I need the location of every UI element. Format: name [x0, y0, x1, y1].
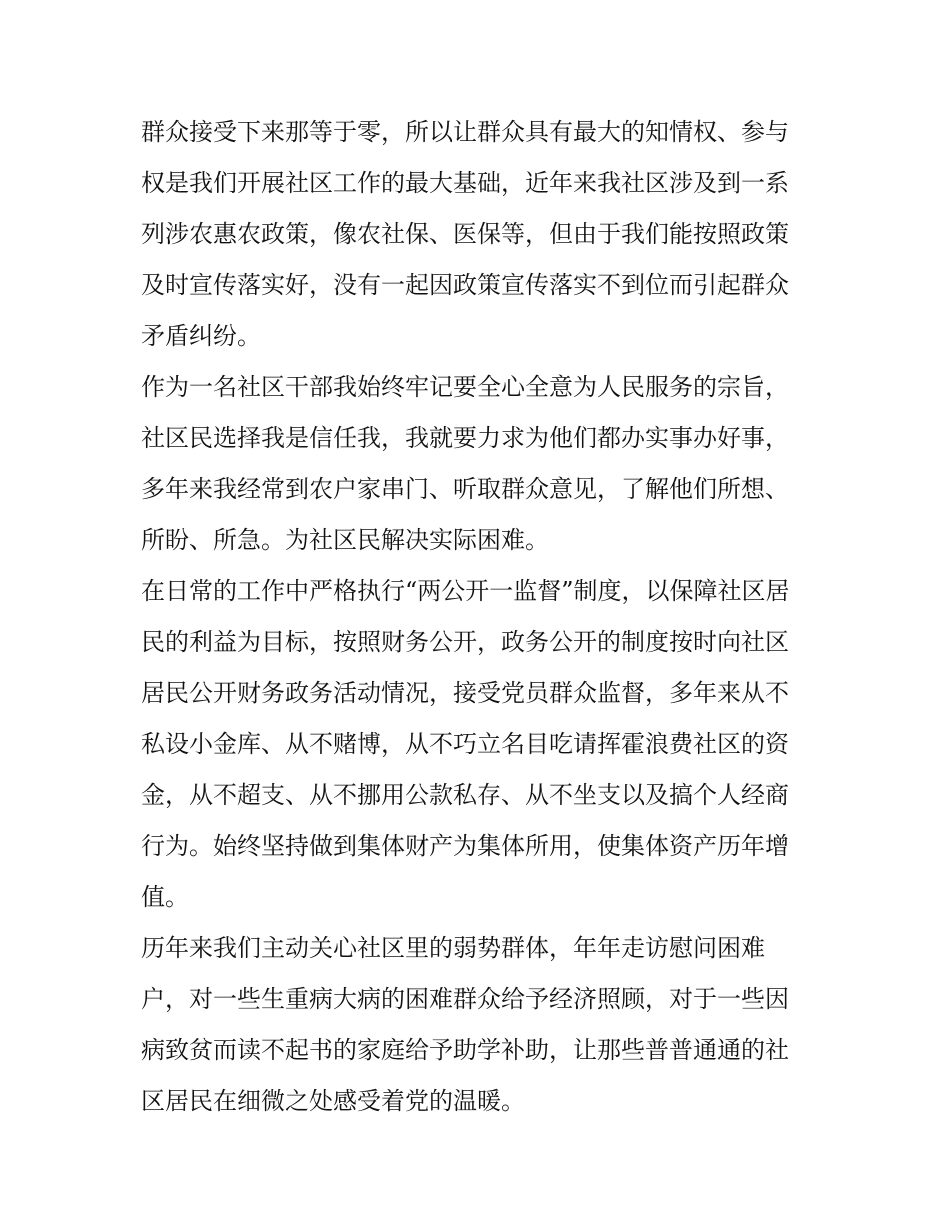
paragraph-2 — [141, 362, 821, 566]
paragraph-line: 私设小金库、从不赌博，从不巧立名目吃请挥霍浪费社区的资 — [141, 730, 789, 758]
paragraph-line: 病致贫而读不起书的家庭给予助学补助，让那些普普通通的社 — [141, 1036, 789, 1064]
paragraph-4 — [141, 923, 821, 1127]
paragraph-line: 在日常的工作中严格执行“两公开一监督”制度，以保障社区居 — [141, 577, 790, 605]
paragraph-line: 所盼、所急。为社区民解决实际困难。 — [141, 526, 549, 554]
paragraph-line: 居民公开财务政务活动情况，接受党员群众监督，多年来从不 — [141, 679, 789, 707]
paragraph-line: 户，对一些生重病大病的困难群众给予经济照顾，对于一些因 — [141, 985, 789, 1013]
paragraph-line: 矛盾纠纷。 — [141, 322, 261, 350]
paragraph-3 — [141, 566, 821, 923]
document-body — [141, 107, 821, 1127]
paragraph-line: 民的利益为目标，按照财务公开，政务公开的制度按时向社区 — [141, 628, 789, 656]
paragraph-line: 值。 — [141, 883, 189, 911]
paragraph-line: 权是我们开展社区工作的最大基础，近年来我社区涉及到一系 — [141, 169, 789, 197]
paragraph-line: 社区民选择我是信任我，我就要力求为他们都办实事办好事， — [141, 424, 789, 452]
paragraph-line: 区居民在细微之处感受着党的温暖。 — [141, 1087, 525, 1115]
paragraph-line: 金，从不超支、从不挪用公款私存、从不坐支以及搞个人经商 — [141, 781, 789, 809]
paragraph-1 — [141, 107, 821, 362]
paragraph-line: 作为一名社区干部我始终牢记要全心全意为人民服务的宗旨， — [141, 373, 789, 401]
paragraph-line: 行为。始终坚持做到集体财产为集体所用，使集体资产历年增 — [141, 832, 789, 860]
paragraph-line: 群众接受下来那等于零，所以让群众具有最大的知情权、参与 — [141, 118, 789, 146]
paragraph-line: 及时宣传落实好，没有一起因政策宣传落实不到位而引起群众 — [141, 271, 789, 299]
paragraph-line: 历年来我们主动关心社区里的弱势群体，年年走访慰问困难 — [141, 934, 765, 962]
paragraph-line: 多年来我经常到农户家串门、听取群众意见，了解他们所想、 — [141, 475, 789, 503]
paragraph-line: 列涉农惠农政策，像农社保、医保等，但由于我们能按照政策 — [141, 220, 789, 248]
